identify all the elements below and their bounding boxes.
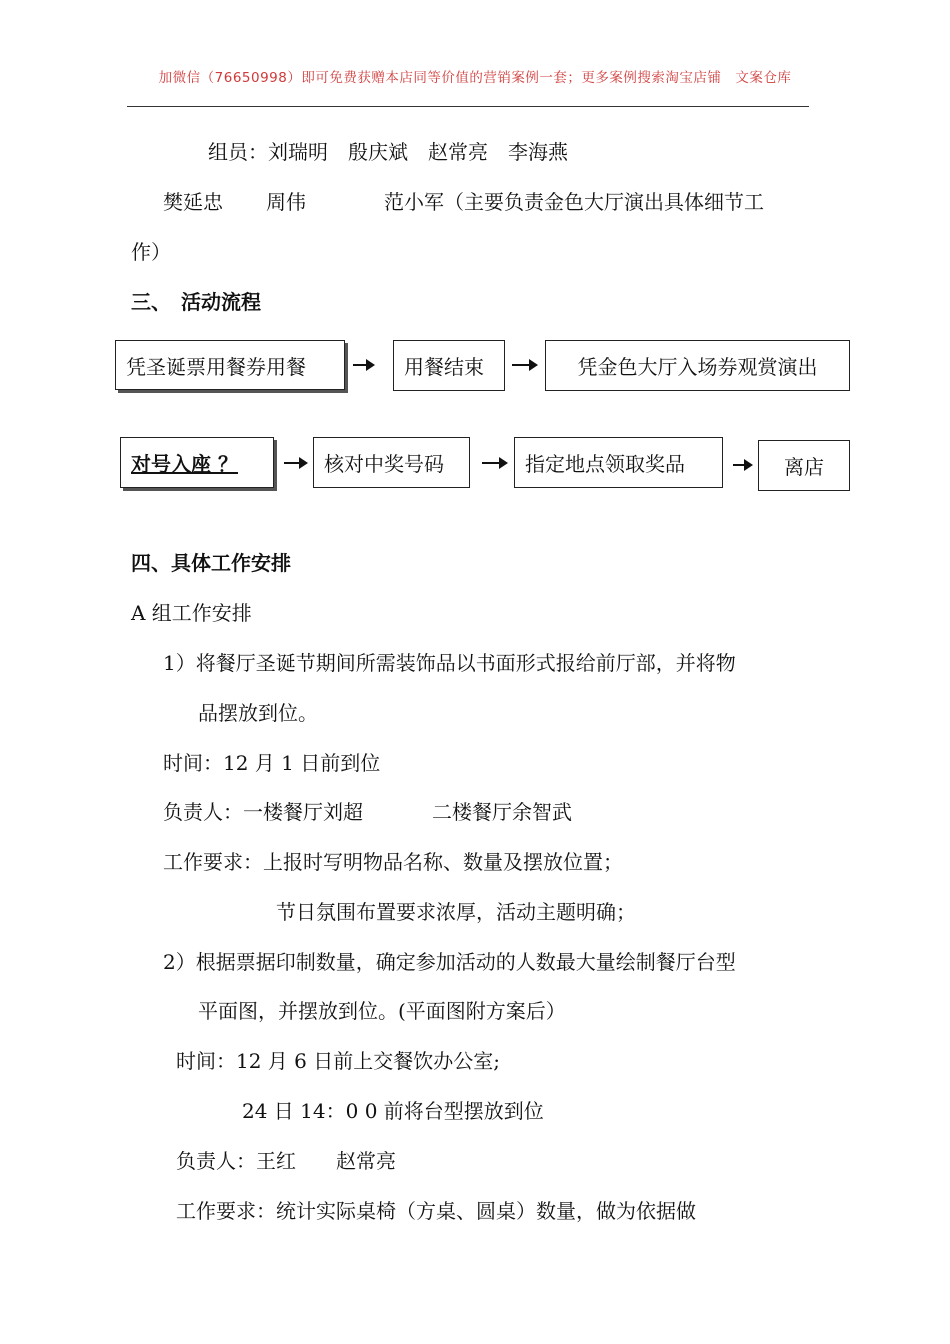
flow-step-label: 凭金色大厅入场券观赏演出 xyxy=(577,355,818,379)
task-time: 时间：12 月 6 日前上交餐饮办公室; xyxy=(176,1049,500,1073)
flow-step-label: 离店 xyxy=(784,455,824,479)
task-requirement: 工作要求：上报时写明物品名称、数量及摆放位置； xyxy=(163,850,623,874)
section-title: 四、具体工作安排 xyxy=(131,551,291,575)
task-time: 时间：12 月 1 日前到位 xyxy=(163,751,381,775)
task-item: 2）根据票据印制数量，确定参加活动的人数最大量绘制餐厅台型 xyxy=(163,950,736,974)
task-owner: 二楼餐厅余智武 xyxy=(432,800,572,824)
task-item: 1）将餐厅圣诞节期间所需装饰品以书面形式报给前厅部，并将物 xyxy=(163,651,736,675)
member-name: 周伟 xyxy=(266,190,306,214)
flow-arrow xyxy=(512,364,536,366)
member-note-wrap: 作） xyxy=(131,240,171,264)
task-item-wrap: 品摆放到位。 xyxy=(198,701,318,725)
flow-step-label: 凭圣诞票用餐券用餐 xyxy=(126,354,306,379)
flow-arrow xyxy=(284,462,306,464)
flow-arrow xyxy=(353,364,373,366)
task-owner: 负责人：一楼餐厅刘超 xyxy=(163,800,363,824)
flow-step xyxy=(758,440,850,491)
header-notice: 加微信（76650998）即可免费获赠本店同等价值的营销案例一套；更多案例搜索淘宝店铺 文案仓库 xyxy=(158,70,792,86)
header-divider xyxy=(127,106,809,107)
task-requirement: 工作要求：统计实际桌椅（方桌、圆桌）数量，做为依据做 xyxy=(176,1199,696,1223)
flow-step xyxy=(313,437,470,488)
task-owner: 负责人：王红 赵常亮 xyxy=(176,1149,396,1173)
section-title: 三、 活动流程 xyxy=(131,290,261,314)
group-title: A 组工作安排 xyxy=(131,601,252,625)
flow-arrow xyxy=(733,464,751,466)
task-time: 24 日 14：0 0 前将台型摆放到位 xyxy=(242,1099,544,1123)
flow-step xyxy=(545,340,850,391)
flow-step xyxy=(514,437,723,488)
member-note: 范小军（主要负责金色大厅演出具体细节工 xyxy=(384,190,764,214)
flow-step xyxy=(393,340,505,391)
flow-step-label: 对号入座 ？ xyxy=(131,452,238,476)
flow-step-label: 核对中奖号码 xyxy=(324,452,444,476)
members-line: 组员：刘瑞明 殷庆斌 赵常亮 李海燕 xyxy=(208,140,568,164)
task-item-wrap: 平面图，并摆放到位。(平面图附方案后） xyxy=(198,999,566,1023)
flow-step-label: 指定地点领取奖品 xyxy=(525,452,685,476)
flow-step xyxy=(115,340,345,390)
task-requirement: 节日氛围布置要求浓厚，活动主题明确； xyxy=(276,900,636,924)
flow-step-label: 用餐结束 xyxy=(404,355,484,379)
flow-arrow xyxy=(482,462,506,464)
flow-step xyxy=(120,437,274,488)
member-name: 樊延忠 xyxy=(163,190,223,214)
